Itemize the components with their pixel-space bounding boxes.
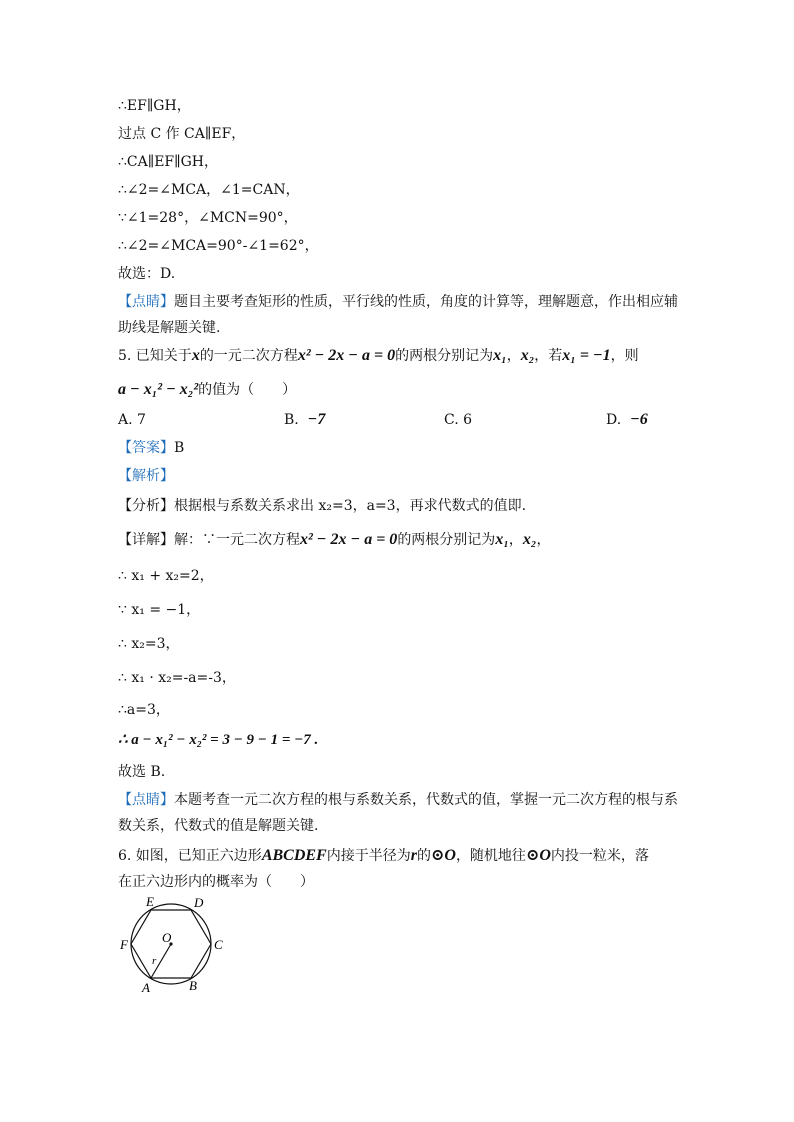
q5-number: 5. 已知关于 xyxy=(118,348,192,364)
sol4-line-6: ∴∠2=∠MCA=90°-∠1=62°， xyxy=(118,238,319,254)
label-r: r xyxy=(152,955,157,967)
sol4-line-3: ∴CA∥EF∥GH， xyxy=(118,154,218,170)
q6-text-3: ，随机地往 xyxy=(455,848,526,864)
option-a-value: 7 xyxy=(137,412,146,428)
sol4-line-1: ∴EF∥GH， xyxy=(118,98,191,114)
option-c-label: C. xyxy=(444,412,459,428)
detail-equation: x² − 2x − a = 0 xyxy=(300,531,398,548)
detail-text-b: 的两根分别记为 xyxy=(397,532,496,548)
option-d-value: −6 xyxy=(630,411,648,428)
q6-stem-line-2: 在正六边形内的概率为（ ） xyxy=(118,874,314,890)
label-f: F xyxy=(120,937,128,952)
detail-x1: x₁ xyxy=(495,531,509,548)
q5-option-b xyxy=(284,410,325,430)
sol4-line-5: ∵∠1=28°，∠MCN=90°， xyxy=(118,210,298,226)
q5-var-x: x xyxy=(191,347,200,364)
q5-stem-line-1 xyxy=(118,346,639,366)
q6-circle: ⊙O xyxy=(430,847,456,864)
comment5-text-1: 本题考查一元二次方程的根与系数关系，代数式的值，掌握一元二次方程的根与系 xyxy=(174,792,678,808)
option-a-label: A. xyxy=(118,412,133,428)
analysis-tag: 【解析】 xyxy=(118,468,174,484)
detail-sep: ， xyxy=(508,532,523,548)
answer5-tag: 【答案】 xyxy=(118,440,174,456)
fenxi-text: 根据根与系数关系求出 x₂=3，a=3，再求代数式的值即. xyxy=(174,498,527,514)
sol4-line-4: ∴∠2=∠MCA，∠1=CAN， xyxy=(118,182,300,198)
comment5-tag: 【点睛】 xyxy=(118,792,174,808)
label-o: O xyxy=(162,930,172,945)
q6-circle-2: ⊙O xyxy=(525,847,551,864)
q5-text-5: 的值为（ ） xyxy=(198,382,297,398)
q5-equation: x² − 2x − a = 0 xyxy=(297,347,396,364)
q5-condition: x₁ = −1 xyxy=(562,347,611,364)
q6-stem-line-1 xyxy=(118,846,649,866)
label-c: C xyxy=(214,937,223,952)
detail-tag: 【详解】 xyxy=(118,532,174,548)
hexagon-circle-figure xyxy=(118,896,238,996)
step-2: ∵ x₁ = −1， xyxy=(118,602,201,618)
comment4-line-1 xyxy=(118,292,678,312)
q5-option-a xyxy=(118,410,146,430)
option-c-value: 6 xyxy=(463,412,473,428)
q5-x2: x₂ xyxy=(520,347,535,364)
option-b-value: −7 xyxy=(307,411,326,428)
step-7: 故选 B. xyxy=(118,764,166,780)
fenxi5-line xyxy=(118,496,526,516)
q5-text-4: ，则 xyxy=(610,348,639,364)
option-d-label: D. xyxy=(606,412,622,428)
comment4-line-2: 助线是解题关键. xyxy=(118,320,221,336)
detail-x2: x₂ xyxy=(522,531,537,548)
sol4-line-2: 过点 C 作 CA∥EF， xyxy=(118,126,246,142)
q6-text-2: 的 xyxy=(416,848,431,864)
q6-text-4: 内投一粒米，落 xyxy=(550,848,649,864)
comment4-tag: 【点睛】 xyxy=(118,294,174,310)
q5-text-2: 的两根分别记为 xyxy=(395,348,494,364)
answer5-value: B xyxy=(174,440,185,456)
step-6: ∴ a − x₁² − x₂² = 3 − 9 − 1 = −7 . xyxy=(118,732,319,748)
q6-number: 6. 如图，已知正六边形 xyxy=(118,848,262,864)
q5-option-d xyxy=(606,410,648,430)
q5-x1: x₁ xyxy=(493,347,507,364)
option-b-label: B. xyxy=(284,412,299,428)
step-5: ∴a=3， xyxy=(118,702,170,718)
q6-hexagon: ABCDEF xyxy=(261,847,327,864)
label-e: E xyxy=(146,896,154,909)
comment5-line-2: 数关系，代数式的值是解题关键. xyxy=(118,818,319,834)
q5-sep: ， xyxy=(506,348,521,364)
analysis5-tag xyxy=(118,466,174,486)
q5-text-3: ，若 xyxy=(534,348,563,364)
q5-expression: a − x₁² − x₂² xyxy=(118,381,199,398)
step-1: ∴ x₁ + x₂=2， xyxy=(118,568,214,584)
detail5-line xyxy=(118,530,550,550)
comment5-line-1 xyxy=(118,790,678,810)
detail-end: ， xyxy=(536,532,551,548)
label-a: A xyxy=(142,980,150,995)
q5-option-c xyxy=(444,410,472,430)
q6-radius: r xyxy=(410,847,417,864)
answer5-line xyxy=(118,438,184,458)
step-4: ∴ x₁ · x₂=-a=-3， xyxy=(118,670,236,686)
comment4-text-1: 题目主要考查矩形的性质，平行线的性质，角度的计算等，理解题意，作出相应辅 xyxy=(174,294,678,310)
fenxi-tag: 【分析】 xyxy=(118,498,174,514)
sol4-line-7: 故选：D. xyxy=(118,266,176,282)
q5-text-1: 的一元二次方程 xyxy=(199,348,298,364)
detail-text-a: 解：∵一元二次方程 xyxy=(174,532,300,548)
q6-text-1: 内接于半径为 xyxy=(326,848,411,864)
step-3: ∴ x₂=3， xyxy=(118,636,180,652)
q5-stem-line-2 xyxy=(118,380,296,400)
label-d: D xyxy=(194,896,204,910)
label-b: B xyxy=(189,978,197,993)
